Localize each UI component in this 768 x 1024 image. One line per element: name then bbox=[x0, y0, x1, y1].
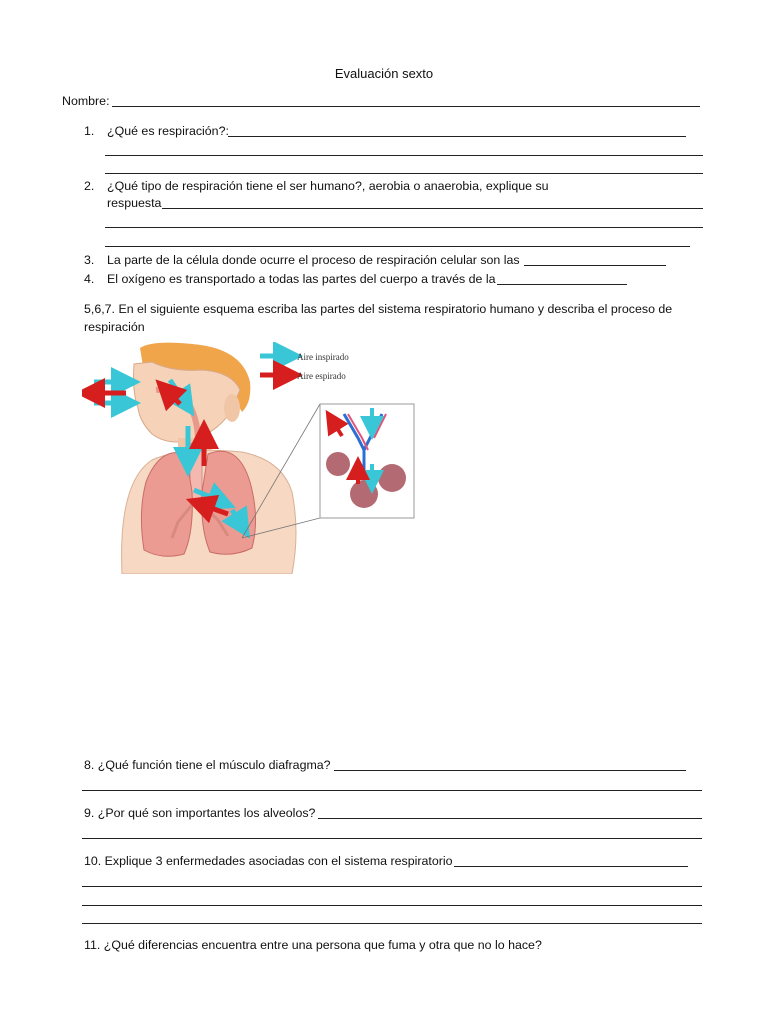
respiratory-system-diagram bbox=[82, 342, 422, 574]
question-10-answer-line[interactable] bbox=[82, 923, 702, 924]
question-2-answer-line[interactable] bbox=[105, 227, 703, 228]
question-3-number: 3. bbox=[84, 253, 95, 267]
question-9-text: 9. ¿Por qué son importantes los alveolos? bbox=[84, 806, 316, 820]
question-567-text-continued: respiración bbox=[84, 320, 145, 334]
alveolus-cluster bbox=[350, 480, 378, 508]
question-3-text: La parte de la célula donde ocurre el proceso de respiración celular son las bbox=[107, 253, 520, 267]
question-10-answer-line[interactable] bbox=[82, 886, 702, 887]
question-1-answer-line[interactable] bbox=[228, 136, 686, 137]
question-1-number: 1. bbox=[84, 124, 95, 138]
alveolus-cluster bbox=[378, 464, 406, 492]
question-3-answer-line[interactable] bbox=[524, 265, 666, 266]
question-10-text: 10. Explique 3 enfermedades asociadas con el sistema respiratorio bbox=[84, 854, 453, 868]
respiratory-illustration bbox=[82, 342, 422, 574]
question-2-answer-line[interactable] bbox=[105, 246, 690, 247]
question-2-number: 2. bbox=[84, 179, 95, 193]
question-2-text: ¿Qué tipo de respiración tiene el ser humano?, aerobia o anaerobia, explique su bbox=[107, 179, 549, 193]
question-1-answer-line[interactable] bbox=[105, 173, 703, 174]
question-4-text: El oxígeno es transportado a todas las partes del cuerpo a través de la bbox=[107, 272, 496, 286]
question-4-number: 4. bbox=[84, 272, 95, 286]
question-4-answer-line[interactable] bbox=[497, 284, 627, 285]
question-2-answer-line[interactable] bbox=[162, 208, 703, 209]
question-10-answer-line[interactable] bbox=[454, 866, 688, 867]
question-10-answer-line[interactable] bbox=[82, 905, 702, 906]
legend-inhale-label: Aire inspirado bbox=[297, 352, 349, 362]
page-title: Evaluación sexto bbox=[334, 66, 434, 81]
question-1-text: ¿Qué es respiración?: bbox=[107, 124, 229, 138]
alveolus-cluster bbox=[326, 452, 350, 476]
nombre-label: Nombre: bbox=[62, 94, 110, 108]
question-9-answer-line[interactable] bbox=[82, 838, 702, 839]
question-8-text: 8. ¿Qué función tiene el músculo diafragma? bbox=[84, 758, 331, 772]
question-567-text: 5,6,7. En el siguiente esquema escriba las partes del sistema respiratorio humano y describa el proceso de bbox=[84, 302, 673, 316]
question-8-answer-line[interactable] bbox=[334, 770, 686, 771]
question-9-answer-line[interactable] bbox=[318, 818, 702, 819]
question-2-text-continued: respuesta bbox=[107, 196, 162, 210]
legend-exhale-label: Aire espirado bbox=[297, 371, 346, 381]
question-11-text: 11. ¿Qué diferencias encuentra entre una persona que fuma y otra que no lo hace? bbox=[84, 938, 542, 952]
question-1-answer-line[interactable] bbox=[105, 155, 703, 156]
question-8-answer-line[interactable] bbox=[82, 790, 702, 791]
ear-shape bbox=[224, 394, 240, 422]
nombre-answer-line[interactable] bbox=[112, 106, 700, 107]
